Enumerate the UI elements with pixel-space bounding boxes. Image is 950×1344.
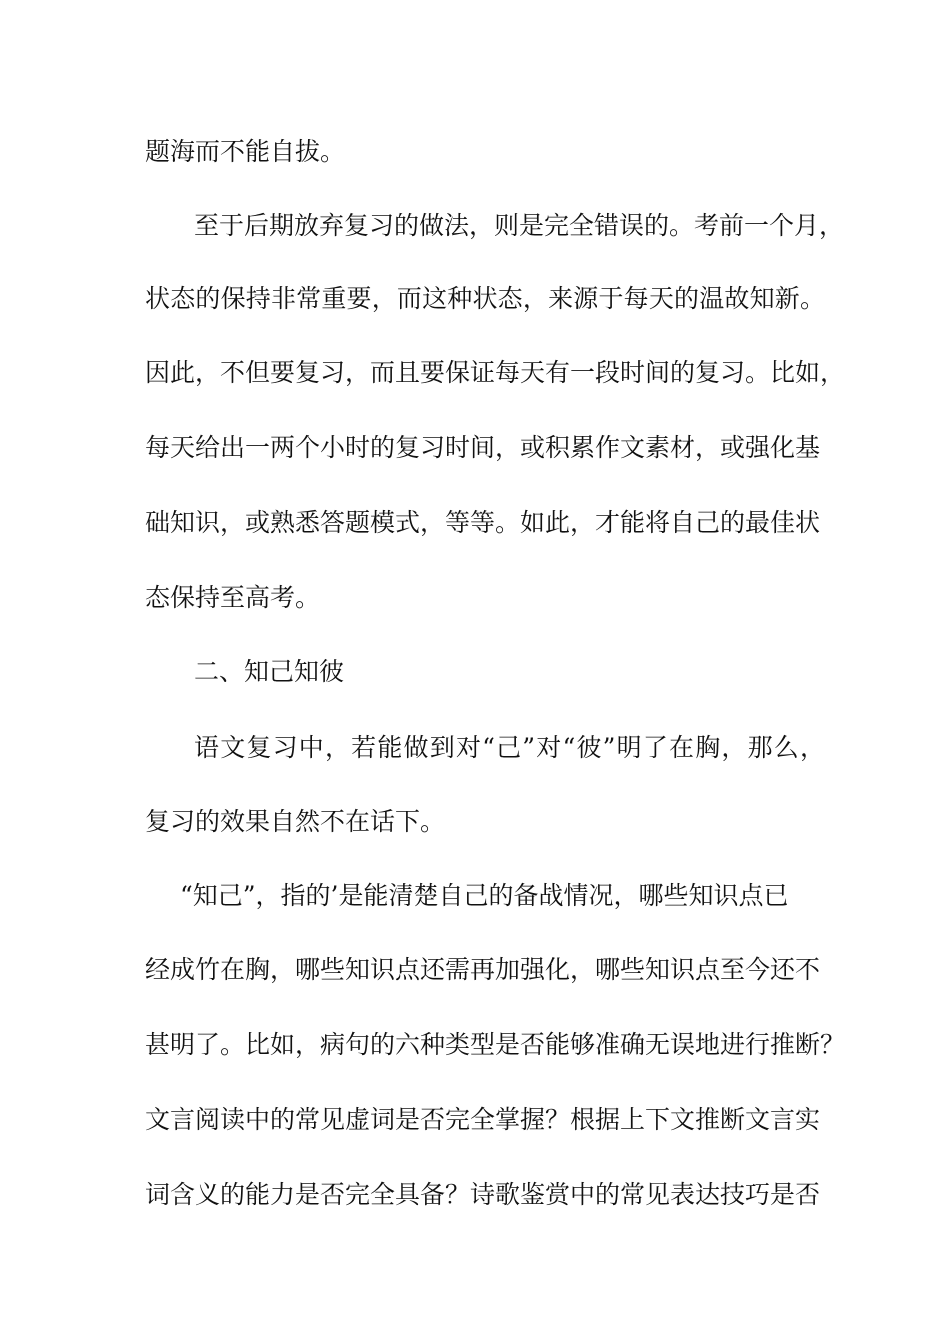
text-line-11: “知己”，指的’是能清楚自己的备战情况，哪些知识点已 <box>180 881 789 910</box>
text-line-13: 甚明了。比如，病句的六种类型是否能够准确无误地进行推断？ <box>145 1030 846 1059</box>
text-line-1: 题海而不能自拔。 <box>145 137 346 166</box>
text-line-10: 复习的效果自然不在话下。 <box>145 807 446 836</box>
text-line-12: 经成竹在胸，哪些知识点还需再加强化，哪些知识点至今还不 <box>145 955 821 984</box>
section-heading: 二、知己知彼 <box>194 657 345 686</box>
text-line-14: 文言阅读中的常见虚词是否完全掌握？根据上下文推断文言实 <box>145 1105 821 1134</box>
text-line-4: 因此，不但要复习，而且要保证每天有一段时间的复习。比如， <box>145 358 846 387</box>
text-line-5: 每天给出一两个小时的复习时间，或积累作文素材，或强化基 <box>145 433 821 462</box>
text-line-2: 至于后期放弃复习的做法，则是完全错误的。考前一个月， <box>194 211 845 240</box>
text-line-6: 础知识，或熟悉答题模式，等等。如此，才能将自己的最佳状 <box>145 508 821 537</box>
text-line-3: 状态的保持非常重要，而这种状态，来源于每天的温故知新。 <box>145 284 825 313</box>
text-line-15: 词含义的能力是否完全具备？诗歌鉴赏中的常见表达技巧是否 <box>145 1180 821 1209</box>
text-line-7: 态保持至高考。 <box>145 583 321 612</box>
text-line-9: 语文复习中，若能做到对“己”对“彼”明了在胸，那么， <box>194 733 825 762</box>
